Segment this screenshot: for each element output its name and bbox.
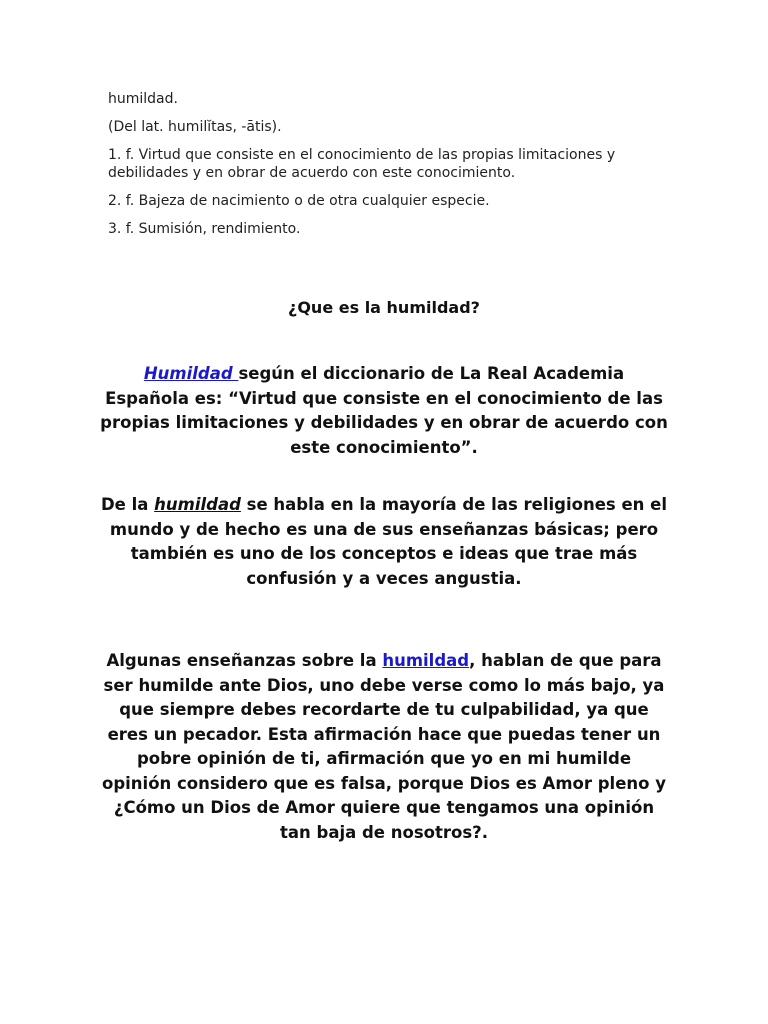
paragraph-rae-definition xyxy=(100,362,668,460)
humildad-link-2[interactable]: humildad xyxy=(382,651,470,670)
definition-sense-2: 2. f. Bajeza de nacimiento o de otra cualquier especie. xyxy=(108,193,490,209)
paragraph-religions xyxy=(100,493,668,591)
humildad-emphasis: humildad xyxy=(154,495,241,514)
paragraph-3-before: Algunas enseñanzas sobre la xyxy=(106,651,383,670)
definition-sense-1: 1. f. Virtud que consiste en el conocimiento de las propias limitaciones y debilidades y en obrar de acuerdo con este conocimiento. xyxy=(108,147,616,181)
paragraph-3-after: , hablan de que para ser humilde ante Dios, uno debe verse como lo más bajo, ya que siempre debes recordarte de tu culpabilidad, ya que eres un pecador. Esta afirmación hace que puedas tener un pobre opinión de ti, afirmación que yo en mi humilde opinión considero que es falsa, porque Dios es Amor pleno y ¿Cómo un Dios de Amor quiere que tengamos una opinión tan baja de nosotros?. xyxy=(102,651,666,842)
definition-etymology: (Del lat. humilĭtas, -ātis). xyxy=(108,119,282,135)
paragraph-teachings xyxy=(100,649,668,845)
paragraph-2-after: se habla en la mayoría de las religiones en el mundo y de hecho es una de sus enseñanzas básicas; pero también es uno de los conceptos e ideas que trae más confusión y a veces angustia. xyxy=(109,495,668,588)
humildad-link[interactable]: Humildad xyxy=(143,364,239,383)
definition-word: humildad. xyxy=(108,91,178,107)
definition-sense-3: 3. f. Sumisión, rendimiento. xyxy=(108,221,301,237)
section-heading: ¿Que es la humildad? xyxy=(288,298,480,317)
paragraph-2-before: De la xyxy=(100,495,155,514)
paragraph-1-text: según el diccionario de La Real Academia Española es: “Virtud que consiste en el conocimiento de las propias limitaciones y debilidades y en obrar de acuerdo con este conocimiento”. xyxy=(100,364,668,457)
